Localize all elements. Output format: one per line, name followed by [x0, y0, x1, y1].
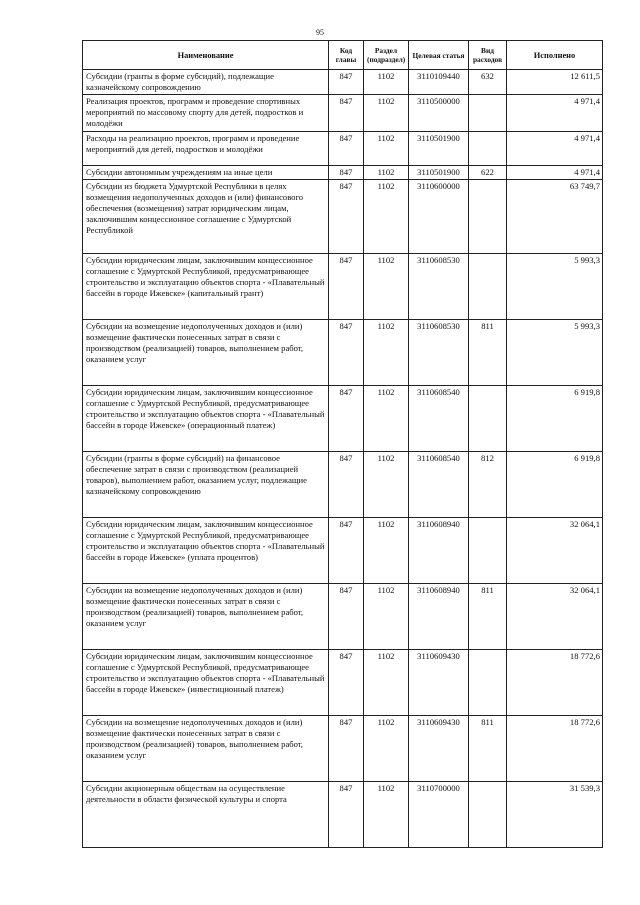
cell-code: 847: [329, 452, 364, 518]
cell-code: 847: [329, 650, 364, 716]
cell-target: 3110608940: [409, 584, 469, 650]
cell-name: Субсидии юридическим лицам, заключившим концессионное соглашение с Удмуртской Республикой, предусматривающее строительство и эксплуатацию объектов спорта - «Плавательный бассейн в городе Ижевске» (инвестиционный платеж): [83, 650, 329, 716]
cell-name: Субсидии юридическим лицам, заключившим концессионное соглашение с Удмуртской Республикой, предусматривающее строительство и эксплуатацию объектов спорта - «Плавательный бассейн в городе Ижевске» (капитальный грант): [83, 254, 329, 320]
cell-name: Субсидии из бюджета Удмуртской Республики в целях возмещения недополученных доходов и (или) финансового обеспечения (возмещения) затрат юридическим лицам, заключившим концессионное соглашение с Удмуртской Республикой: [83, 180, 329, 254]
cell-target: 3110109440: [409, 70, 469, 95]
cell-section: 1102: [364, 254, 409, 320]
table-row: [83, 254, 603, 320]
cell-expense-type: 622: [469, 166, 507, 180]
header-name: Наименование: [83, 41, 329, 70]
cell-expense-type: 811: [469, 716, 507, 782]
cell-name: Субсидии автономным учреждениям на иные цели: [83, 166, 329, 180]
cell-name: Субсидии на возмещение недополученных доходов и (или) возмещение фактически понесенных затрат в связи с производством (реализацией) товаров, выполнением работ, оказанием услуг: [83, 716, 329, 782]
cell-target: 3110609430: [409, 716, 469, 782]
header-section: Раздел (подраздел): [364, 41, 409, 70]
cell-executed: 6 919,8: [507, 452, 603, 518]
table-header-row: [83, 41, 603, 70]
cell-executed: 4 971,4: [507, 166, 603, 180]
table-row: [83, 782, 603, 848]
cell-expense-type: [469, 386, 507, 452]
cell-expense-type: [469, 132, 507, 166]
cell-expense-type: [469, 518, 507, 584]
table-row: [83, 584, 603, 650]
cell-expense-type: 632: [469, 70, 507, 95]
cell-code: 847: [329, 386, 364, 452]
cell-target: 3110608530: [409, 254, 469, 320]
cell-code: 847: [329, 180, 364, 254]
cell-executed: 32 064,1: [507, 584, 603, 650]
cell-executed: 4 971,4: [507, 95, 603, 132]
table-row: [83, 518, 603, 584]
table-row: [83, 180, 603, 254]
cell-section: 1102: [364, 95, 409, 132]
cell-code: 847: [329, 132, 364, 166]
cell-section: 1102: [364, 180, 409, 254]
cell-expense-type: 811: [469, 320, 507, 386]
cell-executed: 12 611,5: [507, 70, 603, 95]
cell-name: Субсидии юридическим лицам, заключившим концессионное соглашение с Удмуртской Республикой, предусматривающее строительство и эксплуатацию объектов спорта - «Плавательный бассейн в городе Ижевске» (операционный платеж): [83, 386, 329, 452]
cell-name: Субсидии юридическим лицам, заключившим концессионное соглашение с Удмуртской Республикой, предусматривающее строительство и эксплуатацию объектов спорта - «Плавательный бассейн в городе Ижевске» (уплата процентов): [83, 518, 329, 584]
cell-section: 1102: [364, 320, 409, 386]
cell-executed: 18 772,6: [507, 716, 603, 782]
cell-name: Субсидии (гранты в форме субсидий), подлежащие казначейскому сопровождению: [83, 70, 329, 95]
cell-section: 1102: [364, 166, 409, 180]
cell-target: 3110608540: [409, 452, 469, 518]
cell-section: 1102: [364, 132, 409, 166]
cell-code: 847: [329, 518, 364, 584]
cell-name: Субсидии на возмещение недополученных доходов и (или) возмещение фактически понесенных затрат в связи с производством (реализацией) товаров, выполнением работ, оказанием услуг: [83, 584, 329, 650]
header-executed: Исполнено: [507, 41, 603, 70]
cell-target: 3110500000: [409, 95, 469, 132]
cell-expense-type: [469, 180, 507, 254]
cell-target: 3110700000: [409, 782, 469, 848]
cell-expense-type: [469, 254, 507, 320]
cell-section: 1102: [364, 782, 409, 848]
cell-expense-type: [469, 650, 507, 716]
cell-section: 1102: [364, 650, 409, 716]
cell-section: 1102: [364, 452, 409, 518]
cell-target: 3110600000: [409, 180, 469, 254]
cell-target: 3110609430: [409, 650, 469, 716]
header-expense-type: Вид расходов: [469, 41, 507, 70]
cell-code: 847: [329, 254, 364, 320]
cell-executed: 4 971,4: [507, 132, 603, 166]
cell-section: 1102: [364, 716, 409, 782]
cell-executed: 32 064,1: [507, 518, 603, 584]
cell-expense-type: [469, 782, 507, 848]
cell-expense-type: 811: [469, 584, 507, 650]
cell-executed: 63 749,7: [507, 180, 603, 254]
cell-code: 847: [329, 584, 364, 650]
table-row: [83, 166, 603, 180]
table-row: [83, 132, 603, 166]
page-number: 95: [316, 28, 324, 37]
table-row: [83, 386, 603, 452]
cell-section: 1102: [364, 518, 409, 584]
cell-code: 847: [329, 95, 364, 132]
cell-executed: 5 993,3: [507, 254, 603, 320]
cell-section: 1102: [364, 386, 409, 452]
cell-expense-type: 812: [469, 452, 507, 518]
cell-section: 1102: [364, 584, 409, 650]
cell-executed: 31 539,3: [507, 782, 603, 848]
cell-name: Субсидии (гранты в форме субсидий) на финансовое обеспечение затрат в связи с производством (реализацией товаров), выполнением работ, оказанием услуг, подлежащие казначейскому сопровождению: [83, 452, 329, 518]
table-row: [83, 320, 603, 386]
cell-expense-type: [469, 95, 507, 132]
cell-name: Субсидии на возмещение недополученных доходов и (или) возмещение фактически понесенных затрат в связи с производством (реализацией) товаров, выполнением работ, оказанием услуг: [83, 320, 329, 386]
cell-code: 847: [329, 70, 364, 95]
table-row: [83, 95, 603, 132]
cell-name: Субсидии акционерным обществам на осуществление деятельности в области физической культуры и спорта: [83, 782, 329, 848]
cell-code: 847: [329, 716, 364, 782]
cell-name: Реализация проектов, программ и проведение спортивных мероприятий по массовому спорту для детей, подростков и молодёжи: [83, 95, 329, 132]
cell-name: Расходы на реализацию проектов, программ и проведение мероприятий для детей, подростков и молодёжи: [83, 132, 329, 166]
cell-code: 847: [329, 782, 364, 848]
cell-executed: 18 772,6: [507, 650, 603, 716]
cell-executed: 5 993,3: [507, 320, 603, 386]
table-row: [83, 716, 603, 782]
cell-target: 3110608540: [409, 386, 469, 452]
cell-target: 3110608940: [409, 518, 469, 584]
table-row: [83, 650, 603, 716]
cell-executed: 6 919,8: [507, 386, 603, 452]
budget-table: [82, 40, 603, 848]
cell-code: 847: [329, 166, 364, 180]
cell-target: 3110501900: [409, 166, 469, 180]
table-row: [83, 452, 603, 518]
cell-code: 847: [329, 320, 364, 386]
header-code: Код главы: [329, 41, 364, 70]
table-row: [83, 70, 603, 95]
cell-target: 3110608530: [409, 320, 469, 386]
cell-target: 3110501900: [409, 132, 469, 166]
header-target: Целевая статья: [409, 41, 469, 70]
cell-section: 1102: [364, 70, 409, 95]
